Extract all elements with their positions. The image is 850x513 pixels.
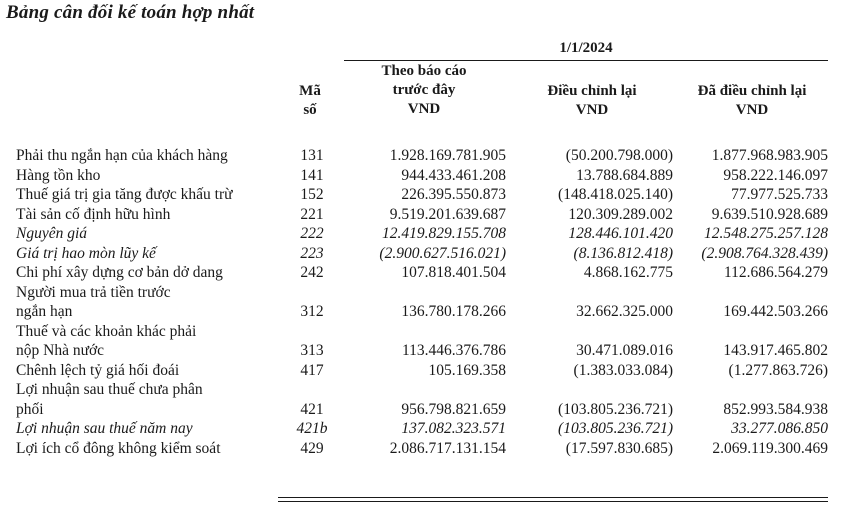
row-label	[16, 185, 286, 205]
row-label	[16, 244, 286, 264]
value-reported: 107.818.401.504	[401, 264, 506, 281]
value-reported: 2.086.717.131.154	[389, 439, 506, 457]
table-row	[16, 322, 836, 361]
row-label	[16, 166, 286, 186]
value-restated: 2.069.119.300.469	[712, 439, 828, 457]
header-adjusted: Điều chỉnh lại VND	[547, 83, 637, 118]
row-label-line: Người mua trả tiền trước	[16, 283, 171, 301]
row-label-line: Nguyên giá	[16, 225, 88, 242]
value-adjusted: (148.418.025.140)	[558, 186, 673, 203]
value-restated: 958.222.146.097	[723, 166, 828, 184]
table-row	[16, 380, 836, 419]
row-label	[16, 439, 286, 459]
row-code: 223	[300, 244, 324, 262]
table-row	[16, 205, 836, 225]
value-restated: 12.548.275.257.128	[704, 225, 828, 242]
value-adjusted: 30.471.089.016	[576, 342, 673, 359]
row-label-line: nộp Nhà nước	[16, 342, 105, 359]
value-restated: (2.908.764.328.439)	[701, 244, 828, 262]
header-restated: Đã điều chỉnh lại VND	[697, 83, 807, 118]
row-code: 421	[300, 400, 324, 418]
value-adjusted: 128.446.101.420	[568, 225, 673, 242]
table-row	[16, 283, 836, 322]
value-adjusted: (1.383.033.084)	[573, 361, 673, 379]
value-adjusted: 4.868.162.775	[583, 264, 673, 281]
row-label-line: phối	[16, 400, 44, 418]
date-underline	[344, 60, 828, 61]
table-row	[16, 166, 836, 186]
row-code: 429	[300, 439, 324, 457]
value-adjusted: 120.309.289.002	[568, 205, 673, 223]
row-label-line: Giá trị hao mòn lũy kế	[16, 244, 156, 262]
row-code: 313	[300, 342, 324, 359]
row-label-line: ngắn hạn	[16, 303, 73, 320]
value-restated: 112.686.564.279	[723, 264, 828, 281]
row-label-line: Chênh lệch tỷ giá hối đoái	[16, 361, 180, 379]
value-reported: 136.780.178.266	[401, 303, 506, 320]
table-row	[16, 224, 836, 244]
value-restated: 33.277.086.850	[731, 420, 828, 437]
value-restated: 9.639.510.928.689	[711, 205, 828, 223]
row-code: 131	[300, 147, 324, 164]
value-adjusted: (103.805.236.721)	[558, 400, 673, 418]
table-row	[16, 263, 836, 283]
table-row	[16, 185, 836, 205]
value-reported: 1.928.169.781.905	[389, 147, 506, 164]
row-label-line: Tài sản cố định hữu hình	[16, 205, 171, 223]
value-reported: 105.169.358	[428, 361, 506, 379]
total-rule-bottom	[278, 501, 828, 502]
value-adjusted: (8.136.812.418)	[573, 244, 673, 262]
row-label-line: Lợi nhuận sau thuế chưa phân	[16, 381, 203, 398]
row-label	[16, 283, 286, 322]
row-label-line: Phải thu ngắn hạn của khách hàng	[16, 147, 228, 164]
value-reported: 137.082.323.571	[401, 420, 506, 437]
value-reported: 113.446.376.786	[401, 342, 506, 359]
row-code: 242	[300, 264, 324, 281]
row-label	[16, 224, 286, 244]
header-code: Mã số	[299, 83, 321, 118]
value-adjusted: (103.805.236.721)	[558, 420, 673, 437]
value-reported: 12.419.829.155.708	[382, 225, 506, 242]
table-row	[16, 439, 836, 459]
page-title: Bảng cân đối kế toán hợp nhất	[6, 2, 255, 23]
row-label	[16, 322, 286, 361]
row-code: 312	[300, 303, 324, 320]
value-adjusted: 32.662.325.000	[576, 303, 673, 320]
row-code: 417	[300, 361, 324, 379]
value-reported: (2.900.627.516.021)	[379, 244, 506, 262]
table-row	[16, 244, 836, 264]
value-restated: 169.442.503.266	[723, 303, 828, 320]
value-reported: 9.519.201.639.687	[389, 205, 506, 223]
row-code: 152	[300, 186, 324, 203]
value-reported: 956.798.821.659	[401, 400, 506, 418]
row-label	[16, 263, 286, 283]
row-label	[16, 361, 286, 381]
row-label-line: Hàng tồn kho	[16, 166, 101, 184]
total-rule-top	[278, 497, 828, 498]
table-row	[16, 361, 836, 381]
value-adjusted: (50.200.798.000)	[565, 147, 673, 164]
value-adjusted: (17.597.830.685)	[565, 439, 673, 457]
table-row	[16, 146, 836, 166]
value-reported: 944.433.461.208	[401, 166, 506, 184]
header-reported: Theo báo cáo trước đây VND	[381, 63, 467, 117]
row-code: 141	[300, 166, 324, 184]
row-code: 221	[300, 205, 324, 223]
value-restated: 143.917.465.802	[723, 342, 828, 359]
value-restated: (1.277.863.726)	[728, 361, 828, 379]
date-header: 1/1/2024	[559, 40, 613, 56]
row-label	[16, 205, 286, 225]
value-reported: 226.395.550.873	[401, 186, 506, 203]
row-label-line: Lợi nhuận sau thuế năm nay	[16, 420, 193, 437]
row-label-line: Thuế giá trị gia tăng được khấu trừ	[16, 186, 233, 203]
value-restated: 852.993.584.938	[723, 400, 828, 418]
table-row	[16, 419, 836, 439]
row-label-line: Lợi ích cổ đông không kiểm soát	[16, 439, 221, 457]
value-adjusted: 13.788.684.889	[576, 166, 673, 184]
row-label	[16, 419, 286, 439]
row-label	[16, 380, 286, 419]
value-restated: 1.877.968.983.905	[711, 147, 828, 164]
row-code: 421b	[296, 420, 328, 437]
balance-sheet-table	[16, 146, 836, 458]
row-label-line: Chi phí xây dựng cơ bản dở dang	[16, 264, 223, 281]
row-label-line: Thuế và các khoản khác phải	[16, 322, 197, 340]
row-label	[16, 146, 286, 166]
row-code: 222	[300, 225, 324, 242]
value-restated: 77.977.525.733	[731, 186, 828, 203]
